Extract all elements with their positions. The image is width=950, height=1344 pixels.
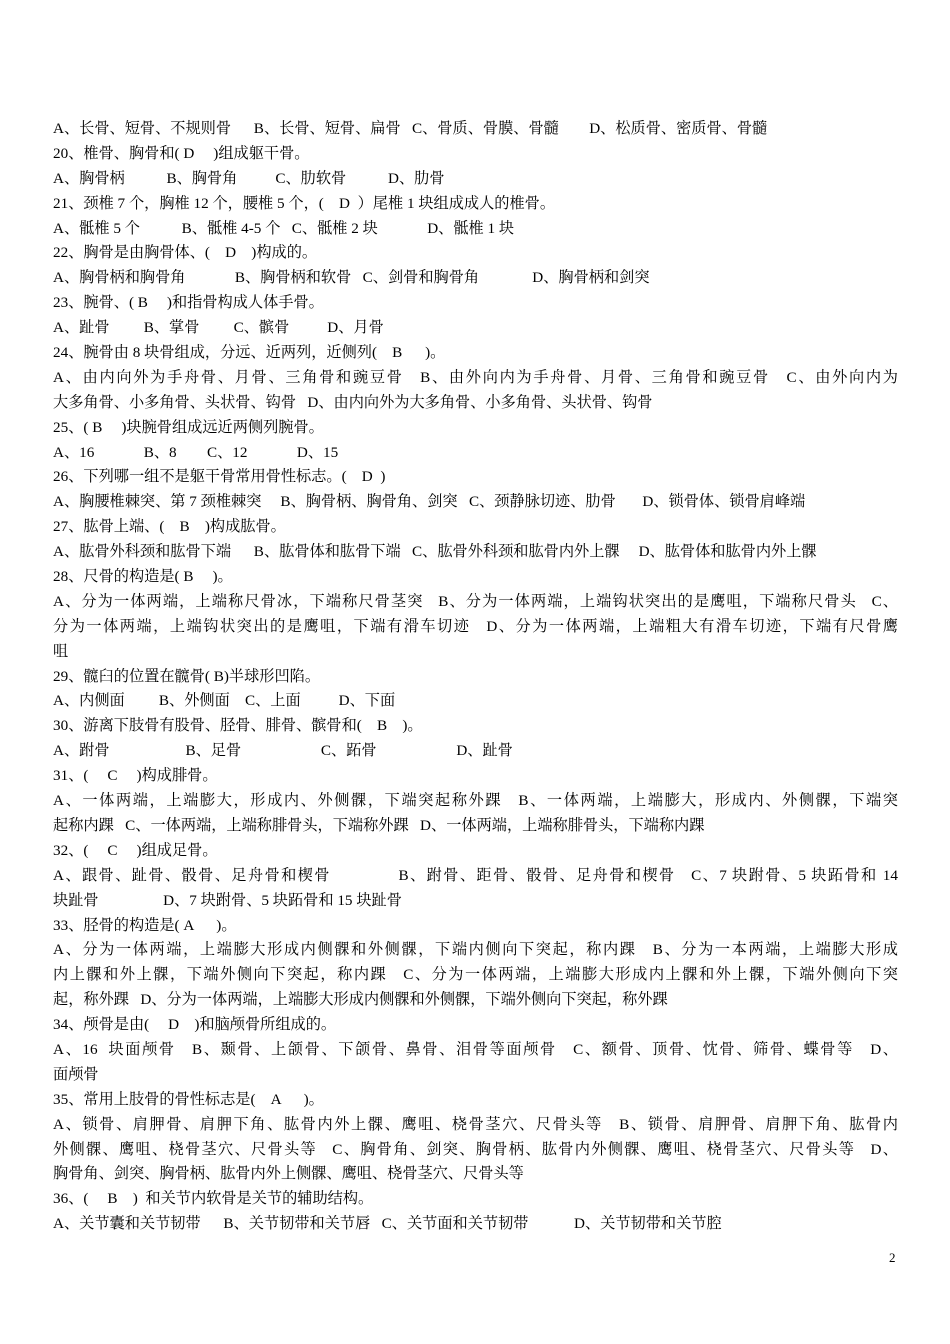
text-line: A、跗骨 B、足骨 C、跖骨 D、趾骨 <box>53 742 513 760</box>
text-line: 31、( C )构成腓骨。 <box>53 767 218 785</box>
text-line: 25、( B )块腕骨组成远近两侧列腕骨。 <box>53 418 324 436</box>
text-line: A、胸骨柄和胸骨角 B、胸骨柄和软骨 C、剑骨和胸骨角 D、胸骨柄和剑突 <box>53 269 650 287</box>
text-line: A、长骨、短骨、不规则骨 B、长骨、短骨、扁骨 C、骨质、骨膜、骨髓 D、松质骨、密质骨、骨髓 <box>53 120 768 137</box>
text-line: 24、腕骨由 8 块骨组成，分远、近两列，近侧列( B )。 <box>53 344 446 362</box>
text-line: A、16 块面颅骨 B、颞骨、上颌骨、下颌骨、鼻骨、泪骨等面颅骨 C、额骨、顶骨、忱骨、筛骨、蝶骨等 D、 <box>53 1040 898 1058</box>
text-line: A、分为一体两端，上端膨大形成内侧髁和外侧髁，下端内侧向下突起，称内踝 B、分为一本两端，上端膨大形成 <box>53 941 898 959</box>
text-line: 23、腕骨、( B )和指骨构成人体手骨。 <box>53 294 324 312</box>
text-line: 29、髋臼的位置在髋骨( B)半球形凹陷。 <box>53 667 321 685</box>
text-line: 外侧髁、鹰咀、桡骨茎穴、尺骨头等 C、胸骨角、剑突、胸骨柄、肱骨内外侧髁、鹰咀、桡骨茎穴、尺骨头等 D、 <box>53 1140 898 1158</box>
text-line: A、一体两端，上端膨大，形成内、外侧髁，下端突起称外踝 B、一体两端，上端膨大，形成内、外侧髁，下端突 <box>53 792 898 810</box>
text-line: 20、椎骨、胸骨和( D )组成躯干骨。 <box>53 144 310 162</box>
text-line: A、锁骨、肩胛骨、肩胛下角、肱骨内外上髁、鹰咀、桡骨茎穴、尺骨头等 B、锁骨、肩胛骨、肩胛下角、肱骨内 <box>53 1115 898 1133</box>
text-line: 36、( B ) 和关节内软骨是关节的辅助结构。 <box>53 1190 374 1208</box>
text-line: 32、( C )组成足骨。 <box>53 841 218 859</box>
text-line: A、由内向外为手舟骨、月骨、三角骨和豌豆骨 B、由外向内为手舟骨、月骨、三角骨和豌豆骨 C、由外向内为 <box>53 368 898 386</box>
text-line: 胸骨角、剑突、胸骨柄、肱骨内外上侧髁、鹰咀、桡骨茎穴、尺骨头等 <box>53 1165 524 1183</box>
text-line: A、胸腰椎棘突、第 7 颈椎棘突 B、胸骨柄、胸骨角、剑突 C、颈静脉切迹、肋骨 D、锁骨体、锁骨肩峰端 <box>53 493 806 511</box>
text-line: 分为一体两端，上端钩状突出的是鹰咀，下端有滑车切迹 D、分为一体两端，上端粗大有滑车切迹，下端有尺骨鹰 <box>53 617 898 635</box>
text-line: A、内侧面 B、外侧面 C、上面 D、下面 <box>53 692 396 710</box>
text-line: A、趾骨 B、掌骨 C、髌骨 D、月骨 <box>53 319 384 337</box>
text-line: 块趾骨 D、7 块跗骨、5 块跖骨和 15 块趾骨 <box>53 891 402 909</box>
text-line: 35、常用上肢骨的骨性标志是( A )。 <box>53 1090 324 1108</box>
text-line: A、跟骨、趾骨、骰骨、足舟骨和楔骨 B、跗骨、距骨、骰骨、足舟骨和楔骨 C、7 块跗骨、5 块跖骨和 14 <box>53 866 898 884</box>
text-line: A、胸骨柄 B、胸骨角 C、肋软骨 D、肋骨 <box>53 169 445 187</box>
text-line: 面颅骨 <box>53 1065 99 1083</box>
text-line: A、骶椎 5 个 B、骶椎 4-5 个 C、骶椎 2 块 D、骶椎 1 块 <box>53 219 515 237</box>
text-line: 咀 <box>53 642 69 660</box>
text-line: 28、尺骨的构造是( B )。 <box>53 568 233 586</box>
text-line: 27、肱骨上端、( B )构成肱骨。 <box>53 518 286 536</box>
text-line: 起，称外踝 D、分为一体两端，上端膨大形成内侧髁和外侧髁，下端外侧向下突起，称外踝 <box>53 991 668 1009</box>
text-line: 内上髁和外上髁，下端外侧向下突起，称内踝 C、分为一体两端，上端膨大形成内上髁和外上髁，下端外侧向下突 <box>53 966 898 984</box>
text-line: 30、游离下肢骨有股骨、胫骨、腓骨、髌骨和( B )。 <box>53 717 423 735</box>
text-line: 22、胸骨是由胸骨体、( D )构成的。 <box>53 244 318 262</box>
text-line: A、16 B、8 C、12 D、15 <box>53 443 339 461</box>
text-line: 起称内踝 C、一体两端，上端称腓骨头，下端称外踝 D、一体两端，上端称腓骨头，下端称内踝 <box>53 816 705 834</box>
text-line: A、肱骨外科颈和肱骨下端 B、肱骨体和肱骨下端 C、肱骨外科颈和肱骨内外上髁 D、肱骨体和肱骨内外上髁 <box>53 543 817 561</box>
text-line: 21、颈椎 7 个，胸椎 12 个，腰椎 5 个，( D ）尾椎 1 块组成成人的椎骨。 <box>53 194 556 212</box>
document-body <box>53 117 898 1237</box>
text-line: 33、胫骨的构造是( A )。 <box>53 916 237 934</box>
text-line: 34、颅骨是由( D )和脑颅骨所组成的。 <box>53 1016 337 1034</box>
page-number: 2 <box>889 1250 896 1265</box>
text-line: A、关节囊和关节韧带 B、关节韧带和关节唇 C、关节面和关节韧带 D、关节韧带和关节腔 <box>53 1215 722 1233</box>
text-line: A、分为一体两端，上端称尺骨冰，下端称尺骨茎突 B、分为一体两端，上端钩状突出的是鹰咀，下端称尺骨头 C、 <box>53 592 898 610</box>
text-line: 26、下列哪一组不是躯干骨常用骨性标志。( D ) <box>53 468 386 486</box>
text-line: 大多角骨、小多角骨、头状骨、钩骨 D、由内向外为大多角骨、小多角骨、头状骨、钩骨 <box>53 393 653 411</box>
